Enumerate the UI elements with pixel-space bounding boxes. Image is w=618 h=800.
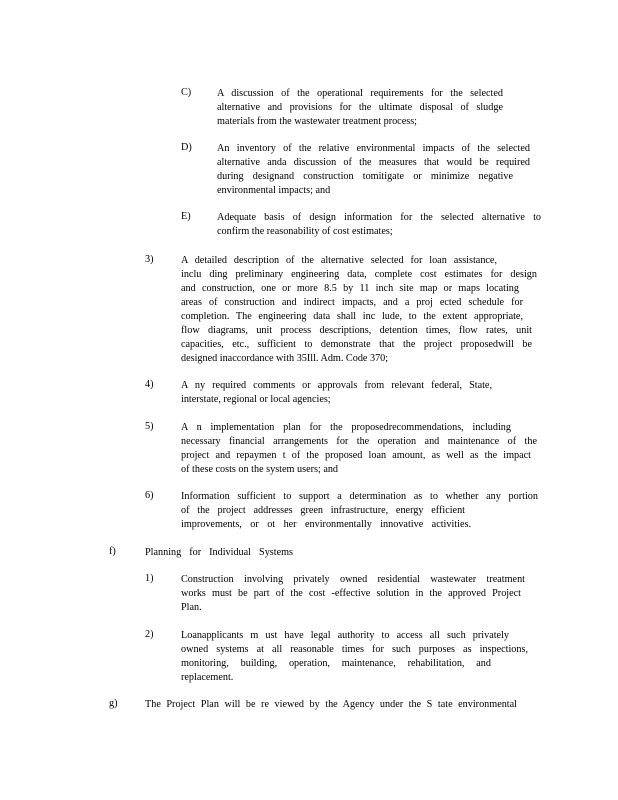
item-label: D) — [181, 142, 192, 153]
item-label: 2) — [145, 629, 154, 640]
text-line: Planning for Individual Systems — [145, 547, 293, 558]
item-text — [181, 379, 492, 407]
text-line: Construction involving privately owned residential wastewater treatment — [181, 574, 525, 585]
item-text — [181, 629, 528, 685]
text-line: during designand construction tomitigate or minimize negative — [217, 171, 513, 182]
text-line: replacement. — [181, 672, 234, 683]
item-text — [181, 573, 525, 615]
item-label: f) — [109, 546, 116, 557]
item-text — [181, 490, 538, 532]
text-line: improvements, or ot her environmentally innovative activities. — [181, 519, 471, 530]
text-line: necessary financial arrangements for the operation and maintenance of the — [181, 436, 537, 447]
item-text — [217, 211, 541, 239]
text-line: works must be part of the cost -effective solution in the approved Project — [181, 588, 521, 599]
text-line: capacities, etc., sufficient to demonstrate that the project proposedwill be — [181, 339, 532, 350]
text-line: of these costs on the system users; and — [181, 464, 339, 475]
text-line: An inventory of the relative environmental impacts of the selected — [217, 143, 530, 154]
text-line: and construction, one or more 8.5 by 11 inch site map or maps locating — [181, 283, 519, 294]
text-line: areas of construction and indirect impacts, and a proj ected schedule for — [181, 297, 523, 308]
item-text — [181, 421, 537, 477]
item-label: 6) — [145, 490, 154, 501]
text-line: owned systems at all reasonable times for such purposes as inspections, — [181, 644, 528, 655]
item-label: 1) — [145, 573, 154, 584]
item-text — [145, 546, 293, 560]
text-line: A ny required comments or approvals from relevant federal, State, — [181, 380, 492, 391]
text-line: Information sufficient to support a determination as to whether any portion — [181, 491, 538, 502]
text-line: environmental impacts; and — [217, 185, 331, 196]
text-line: Adequate basis of design information for the selected alternative to — [217, 212, 541, 223]
text-line: Plan. — [181, 602, 202, 613]
text-line: inclu ding preliminary engineering data, complete cost estimates for design — [181, 269, 537, 280]
text-line: A n implementation plan for the proposedrecommendations, including — [181, 422, 511, 433]
text-line: interstate, regional or local agencies; — [181, 394, 331, 405]
item-label: 3) — [145, 254, 154, 265]
text-line: The Project Plan will be re viewed by the Agency under the S tate environmental — [145, 699, 517, 710]
item-label: E) — [181, 211, 191, 222]
item-text — [145, 698, 517, 712]
text-line: designed inaccordance with 35Ill. Adm. Code 370; — [181, 353, 389, 364]
text-line: monitoring, building, operation, maintenance, rehabilitation, and — [181, 658, 491, 669]
text-line: alternative and provisions for the ultimate disposal of sludge — [217, 102, 503, 113]
text-line: of the project addresses green infrastructure, energy efficient — [181, 505, 465, 516]
text-line: alternative anda discussion of the measures that would be required — [217, 157, 530, 168]
text-line: completion. The engineering data shall inc lude, to the extent appropriate, — [181, 311, 523, 322]
text-line: A discussion of the operational requirements for the selected — [217, 88, 503, 99]
text-line: Loanapplicants m ust have legal authority to access all such privately — [181, 630, 509, 641]
text-line: A detailed description of the alternative selected for loan assistance, — [181, 255, 497, 266]
text-line: flow diagrams, unit process descriptions, detention times, flow rates, unit — [181, 325, 532, 336]
text-line: materials from the wastewater treatment process; — [217, 116, 417, 127]
item-label: C) — [181, 87, 192, 98]
item-text — [217, 142, 530, 198]
text-line: confirm the reasonability of cost estimates; — [217, 226, 393, 237]
item-label: 5) — [145, 421, 154, 432]
item-text — [181, 254, 537, 366]
item-text — [217, 87, 503, 129]
text-line: project and repaymen t of the proposed loan amount, as well as the impact — [181, 450, 531, 461]
item-label: g) — [109, 698, 118, 709]
item-label: 4) — [145, 379, 154, 390]
